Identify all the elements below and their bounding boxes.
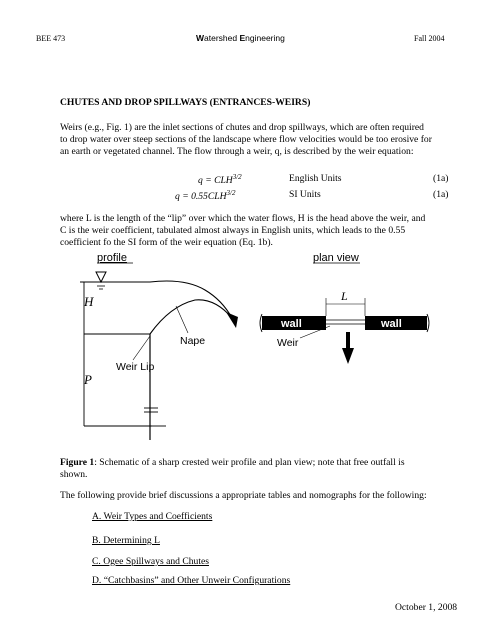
- equation-english-number: (1a): [433, 173, 449, 184]
- figure-caption: [60, 457, 480, 481]
- intro-line: Weirs (e.g., Fig. 1) are the inlet sections of chutes and drop spillways, which are often required: [60, 122, 424, 133]
- nape-arrowhead: [226, 312, 238, 328]
- caption-text: shown.: [60, 469, 88, 481]
- caption-label: Figure 1: [60, 457, 95, 468]
- plan-view-label: plan view: [313, 252, 359, 264]
- equation-si-units: SI Units: [289, 189, 321, 200]
- weir-lip-leader: [133, 336, 150, 360]
- water-surface-symbol: [96, 272, 106, 282]
- explanation-line: C is the weir coefficient, tabulated almost always in English units, which leads to the 0.55: [60, 225, 406, 237]
- intro-paragraph: [60, 122, 470, 159]
- weir-label: Weir: [277, 337, 299, 349]
- header-term: Fall 2004: [414, 34, 445, 43]
- explanation-line: where L is the length of the “lip” over which the water flows, H is the head above the weir, and: [60, 213, 426, 224]
- topic-link-determining-l[interactable]: B. Determining L: [92, 535, 160, 546]
- topic-link-catchbasins[interactable]: D. “Catchbasins” and Other Unweir Configurations: [92, 575, 291, 586]
- wall-right-label: wall: [381, 318, 402, 330]
- wall-left-label: wall: [281, 318, 302, 330]
- section-title: CHUTES AND DROP SPILLWAYS (ENTRANCES-WEIRS): [60, 97, 311, 108]
- caption-text: : Schematic of a sharp crested weir profile and plan view; note that free outfall is: [94, 457, 405, 468]
- nape-lower-line: [150, 300, 232, 334]
- equation-exponent: 3/2: [232, 173, 242, 181]
- length-label: L: [341, 289, 348, 303]
- header-course: BEE 473: [36, 34, 66, 43]
- explanation-line: coefficient fo the SI form of the weir equation (Eq. 1b).: [60, 237, 273, 249]
- wall-right-break: [427, 314, 429, 332]
- following-text: The following provide brief discussions a appropriate tables and nomographs for the following:: [60, 490, 427, 501]
- weir-height-label: P: [84, 372, 92, 387]
- flow-arrow-head: [342, 348, 354, 364]
- nape-leader: [176, 306, 188, 333]
- head-label: H: [84, 294, 94, 309]
- topic-link-weir-types[interactable]: A. Weir Types and Coefficients: [92, 511, 213, 522]
- intro-line: an earth or vegetated channel. The flow through a weir, q, is described by the weir equation:: [60, 146, 414, 158]
- equation-exponent: 3/2: [226, 189, 236, 197]
- intro-line: to drop water over steep sections of the landscape where flow velocities would be too erosive for: [60, 134, 432, 146]
- header-title: Watershed Engineering: [196, 33, 285, 43]
- water-surface-line: [80, 281, 232, 318]
- nape-label: Nape: [180, 335, 206, 347]
- equation-si: $q = 0.55CLH^{3/2}$: [175, 189, 236, 203]
- topic-link-ogee-spillways[interactable]: C. Ogee Spillways and Chutes: [92, 556, 209, 567]
- profile-label: profile: [97, 252, 127, 264]
- equation-english: $q = CLH^{3/2}$: [198, 173, 242, 187]
- equation-english-units: English Units: [289, 173, 342, 184]
- equation-si-number: (1a): [433, 189, 449, 200]
- weir-lip-label: Weir Lip: [116, 361, 155, 373]
- explanation-paragraph: [60, 213, 480, 250]
- footer-date: October 1, 2008: [395, 602, 458, 613]
- weir-figure: [0, 248, 495, 448]
- wall-left-break: [260, 314, 262, 332]
